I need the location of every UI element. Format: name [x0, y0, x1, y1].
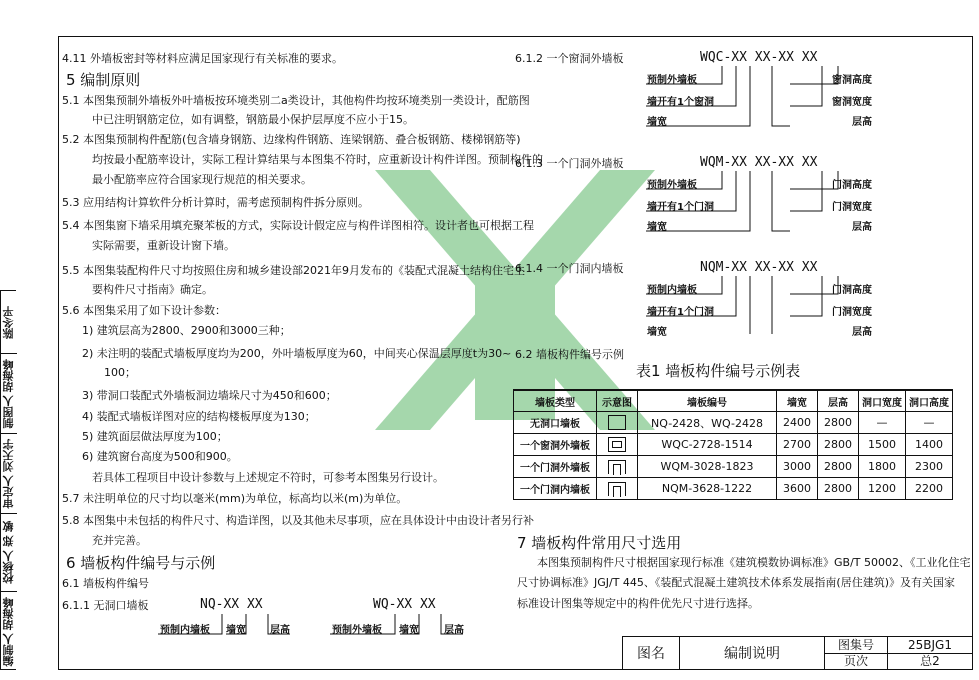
cell-open-height: 2300 [906, 456, 953, 478]
cell-height: 2800 [818, 412, 859, 434]
table-row [514, 412, 953, 434]
wqm-label-door-h: 门洞高度 [832, 180, 872, 191]
clause-5-5-a: 5.5 本图集装配构件尺寸均按照住房和城乡建设部2021年9月发布的《装配式混凝土结构住宅主 [62, 264, 525, 277]
nqm-label-height: 层高 [852, 327, 872, 338]
wqm-label-width: 墙宽 [647, 222, 667, 233]
clause-5-3: 5.3 应用结构计算软件分析计算时，需考虑预制构件拆分原则。 [62, 196, 369, 209]
clause-5-1-b: 中已注明钢筋定位，如有调整，钢筋最小保护层厚度不应小于15。 [92, 113, 414, 126]
cell-open-width: 1500 [859, 434, 906, 456]
cell-width: 3600 [777, 478, 818, 500]
clause-5-6: 5.6 本图集采用了如下设计参数： [62, 304, 226, 317]
set-number: 25BJG1 [888, 637, 972, 654]
window-panel-icon [597, 434, 638, 456]
example-table [513, 389, 953, 500]
cell-height: 2800 [818, 478, 859, 500]
page-number: 总2 [920, 654, 940, 668]
wqc-label-win-w: 窗洞宽度 [832, 97, 872, 108]
code-nqm: NQM-XX XX-XX XX [700, 260, 818, 275]
label-pre-outer: 预制外墙板 [332, 625, 382, 636]
col-header: 墙板编号 [638, 390, 777, 412]
cell-width: 2400 [777, 412, 818, 434]
cell-type: 无洞口墙板 [514, 412, 597, 434]
param-5: 5) 建筑面层做法厚度为100； [82, 430, 228, 443]
cell-open-height: 2200 [906, 478, 953, 500]
section-7-line-1: 本图集预制构件尺寸根据国家现行标准《建筑模数协调标准》GB/T 50002、《工业化住宅 [537, 556, 971, 569]
sidebar-cell: 编制人 胡海峰 [1, 591, 17, 671]
table-title: 表1 墙板构件编号示例表 [636, 362, 801, 380]
clause-5-8-a: 5.8 本图集中未包括的构件尺寸、构造详图，以及其他未尽事项，应在具体设计中由设计者另行补 [62, 514, 534, 527]
cell-code: NQM-3628-1222 [638, 478, 777, 500]
clause-5-1-a: 5.1 本图集预制外墙板外叶墙板按环境类别二a类设计，其他构件均按环境类别一类设计，配筋图 [62, 94, 530, 107]
label-height-2: 层高 [444, 625, 464, 636]
set-label: 图集号 [825, 637, 888, 654]
clause-5-2-b: 均按最小配筋率设计，实际工程计算结果与本图集不符时，应重新设计构件详图。预制构件的 [92, 153, 543, 166]
col-header: 墙宽 [777, 390, 818, 412]
page-label: 页次 [825, 654, 888, 669]
wqm-label-pre-outer: 预制外墙板 [647, 180, 697, 191]
param-6: 6) 建筑窗台高度为500和900。 [82, 450, 238, 463]
param-2-b: 100； [104, 366, 136, 379]
clause-6-1-3: 6.1.3 一个门洞外墙板 [515, 157, 624, 170]
clause-6-2: 6.2 墙板构件编号示例 [515, 348, 624, 361]
cell-height: 2800 [818, 456, 859, 478]
section-7-line-2: 尺寸协调标准》JGJ/T 445、《装配式混凝土建筑技术体系发展指南(居住建筑)》及有关国家 [517, 576, 956, 589]
cell-open-height: 1400 [906, 434, 953, 456]
col-header: 洞口宽度 [859, 390, 906, 412]
nqm-label-one-door: 墙开有1个门洞 [647, 307, 714, 318]
cell-type: 一个门洞内墙板 [514, 478, 597, 500]
nqm-label-door-h: 门洞高度 [832, 285, 872, 296]
clause-6-1-1: 6.1.1 无洞口墙板 [62, 599, 149, 612]
param-2-a: 2) 未注明的装配式墙板厚度均为200，外叶墙板厚度为60，中间夹心保温层厚度t为30~ [82, 347, 512, 360]
section-5-heading: 5 编制原则 [66, 71, 141, 89]
signature-sidebar [0, 290, 16, 670]
code-nq: NQ-XX XX [200, 597, 263, 612]
wqc-label-win-h: 窗洞高度 [832, 75, 872, 86]
title-label: 图名 [623, 637, 680, 669]
wqc-label-pre-outer: 预制外墙板 [647, 75, 697, 86]
door-panel-icon [597, 456, 638, 478]
cell-code: NQ-2428、WQ-2428 [638, 412, 777, 434]
label-width: 墙宽 [226, 625, 246, 636]
wqc-label-one-window: 墙开有1个窗洞 [647, 97, 714, 108]
clause-6-1-2: 6.1.2 一个窗洞外墙板 [515, 52, 624, 65]
section-7-heading: 7 墙板构件常用尺寸选用 [517, 534, 682, 552]
clause-5-5-b: 要构件尺寸指南》确定。 [92, 283, 213, 296]
clause-5-4-b: 实际需要，重新设计窗下墙。 [92, 239, 235, 252]
table-row [514, 456, 953, 478]
cell-type: 一个窗洞外墙板 [514, 434, 597, 456]
clause-4-11: 4.11 外墙板密封等材料应满足国家现行有关标准的要求。 [62, 52, 343, 65]
col-header: 洞口高度 [906, 390, 953, 412]
code-wq: WQ-XX XX [373, 597, 436, 612]
drawing-name: 编制说明 [680, 637, 825, 669]
wqc-label-width: 墙宽 [647, 117, 667, 128]
label-pre-inner: 预制内墙板 [160, 625, 210, 636]
cell-open-height: — [906, 412, 953, 434]
param-3: 3) 带洞口装配式外墙板洞边墙垛尺寸为450和600； [82, 389, 337, 402]
clause-6-1-4: 6.1.4 一个门洞内墙板 [515, 262, 624, 275]
sidebar-cell: 陈冬平 [2, 305, 15, 339]
section-6-heading: 6 墙板构件编号与示例 [66, 554, 216, 572]
nqm-label-door-w: 门洞宽度 [832, 307, 872, 318]
param-4: 4) 装配式墙板详图对应的结构楼板厚度为130； [82, 410, 316, 423]
cell-open-width: — [859, 412, 906, 434]
clause-5-8-b: 充并完善。 [92, 534, 147, 547]
label-height: 层高 [270, 625, 290, 636]
clause-5-2-c: 最小配筋率应符合国家现行规范的相关要求。 [92, 173, 312, 186]
param-note: 若具体工程项目中设计参数与上述规定不符时，可参考本图集另行设计。 [92, 471, 444, 484]
col-header: 层高 [818, 390, 859, 412]
clause-6-1: 6.1 墙板构件编号 [62, 577, 149, 590]
plain-panel-icon [597, 412, 638, 434]
cell-height: 2800 [818, 434, 859, 456]
code-wqm: WQM-XX XX-XX XX [700, 155, 818, 170]
door-panel-icon [597, 478, 638, 500]
clause-5-2-a: 5.2 本图集预制构件配筋(包含墙身钢筋、边缘构件钢筋、连梁钢筋、叠合板钢筋、楼梯钢筋等) [62, 133, 521, 146]
nqm-label-pre-inner: 预制内墙板 [647, 285, 697, 296]
clause-5-4-a: 5.4 本图集窗下墙采用填充聚苯板的方式，实际设计假定应与构件详图相符。设计者也可根据工程 [62, 219, 534, 232]
wqm-label-height: 层高 [852, 222, 872, 233]
cell-width: 2700 [777, 434, 818, 456]
cell-open-width: 1200 [859, 478, 906, 500]
cell-open-width: 1800 [859, 456, 906, 478]
wqm-label-door-w: 门洞宽度 [832, 202, 872, 213]
sidebar-cell: 校核人 郑 敏 [1, 513, 17, 591]
table-row [514, 478, 953, 500]
col-header: 示意图 [597, 390, 638, 412]
table-row [514, 434, 953, 456]
title-block [622, 636, 973, 670]
clause-5-7: 5.7 未注明单位的尺寸均以毫米(mm)为单位，标高均以米(m)为单位。 [62, 492, 408, 505]
code-wqc: WQC-XX XX-XX XX [700, 50, 818, 65]
wqc-label-height: 层高 [852, 117, 872, 128]
cell-code: WQM-3028-1823 [638, 456, 777, 478]
cell-type: 一个门洞外墙板 [514, 456, 597, 478]
sidebar-cell: 制图人 胡海峰 [1, 353, 17, 433]
cell-width: 3000 [777, 456, 818, 478]
param-1: 1) 建筑层高为2800、2900和3000三种； [82, 324, 291, 337]
sidebar-cell: 审定人 刘天宇 [1, 433, 17, 513]
table-header-row [514, 390, 953, 412]
wqm-label-one-door: 墙开有1个门洞 [647, 202, 714, 213]
label-width-2: 墙宽 [399, 625, 419, 636]
col-header: 墙板类型 [514, 390, 597, 412]
section-7-line-3: 标准设计图集等规定中的构件优先尺寸进行选择。 [517, 597, 759, 610]
nqm-label-width: 墙宽 [647, 327, 667, 338]
cell-code: WQC-2728-1514 [638, 434, 777, 456]
